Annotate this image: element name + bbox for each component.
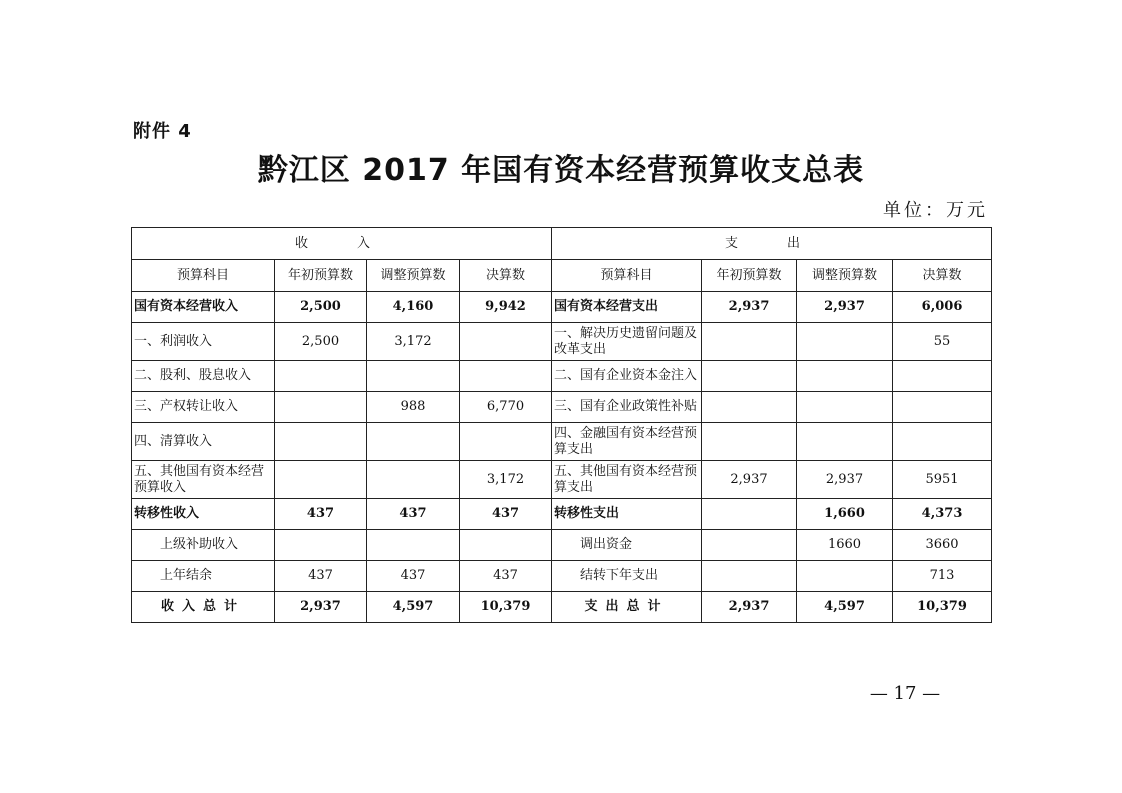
income-adjusted bbox=[367, 461, 460, 499]
income-item: 五、其他国有资本经营预算收入 bbox=[132, 461, 275, 499]
expense-final: 6,006 bbox=[893, 292, 992, 323]
income-initial: 2,937 bbox=[275, 592, 367, 623]
income-final bbox=[460, 361, 552, 392]
column-header: 调整预算数 bbox=[797, 260, 893, 292]
income-final: 3,172 bbox=[460, 461, 552, 499]
income-item: 上级补助收入 bbox=[132, 530, 275, 561]
expense-adjusted: 1660 bbox=[797, 530, 893, 561]
column-header: 决算数 bbox=[893, 260, 992, 292]
expense-final: 4,373 bbox=[893, 499, 992, 530]
income-final bbox=[460, 423, 552, 461]
income-item: 国有资本经营收入 bbox=[132, 292, 275, 323]
income-item: 一、利润收入 bbox=[132, 323, 275, 361]
expense-final: 713 bbox=[893, 561, 992, 592]
expense-final: 10,379 bbox=[893, 592, 992, 623]
income-adjusted bbox=[367, 361, 460, 392]
section-header-row bbox=[132, 228, 992, 260]
column-header: 年初预算数 bbox=[702, 260, 797, 292]
expense-adjusted bbox=[797, 423, 893, 461]
expense-initial bbox=[702, 323, 797, 361]
income-adjusted: 437 bbox=[367, 499, 460, 530]
income-initial bbox=[275, 423, 367, 461]
income-adjusted: 3,172 bbox=[367, 323, 460, 361]
income-final: 437 bbox=[460, 561, 552, 592]
expense-item: 国有资本经营支出 bbox=[552, 292, 702, 323]
column-header: 年初预算数 bbox=[275, 260, 367, 292]
income-initial bbox=[275, 530, 367, 561]
income-item: 转移性收入 bbox=[132, 499, 275, 530]
expense-initial bbox=[702, 499, 797, 530]
expense-final: 5951 bbox=[893, 461, 992, 499]
income-final bbox=[460, 530, 552, 561]
expense-final bbox=[893, 423, 992, 461]
expense-adjusted bbox=[797, 392, 893, 423]
table-row bbox=[132, 499, 992, 530]
expense-adjusted: 2,937 bbox=[797, 461, 893, 499]
total-row bbox=[132, 592, 992, 623]
expense-initial: 2,937 bbox=[702, 292, 797, 323]
expense-adjusted: 4,597 bbox=[797, 592, 893, 623]
expense-section-header: 支 出 bbox=[552, 228, 992, 260]
expense-item: 二、国有企业资本金注入 bbox=[552, 361, 702, 392]
table-row bbox=[132, 292, 992, 323]
income-initial: 2,500 bbox=[275, 323, 367, 361]
column-header: 预算科目 bbox=[552, 260, 702, 292]
table-row bbox=[132, 361, 992, 392]
expense-initial bbox=[702, 361, 797, 392]
attachment-label: 附件 4 bbox=[133, 121, 192, 142]
income-adjusted: 988 bbox=[367, 392, 460, 423]
income-item: 二、股利、股息收入 bbox=[132, 361, 275, 392]
expense-initial bbox=[702, 561, 797, 592]
column-header-row bbox=[132, 260, 992, 292]
expense-initial: 2,937 bbox=[702, 592, 797, 623]
income-adjusted: 4,160 bbox=[367, 292, 460, 323]
table-row bbox=[132, 323, 992, 361]
table-row bbox=[132, 530, 992, 561]
expense-item: 一、解决历史遗留问题及改革支出 bbox=[552, 323, 702, 361]
income-adjusted: 437 bbox=[367, 561, 460, 592]
income-initial bbox=[275, 461, 367, 499]
expense-item: 四、金融国有资本经营预算支出 bbox=[552, 423, 702, 461]
table-row bbox=[132, 423, 992, 461]
income-final: 9,942 bbox=[460, 292, 552, 323]
expense-final bbox=[893, 361, 992, 392]
income-initial: 2,500 bbox=[275, 292, 367, 323]
expense-final: 55 bbox=[893, 323, 992, 361]
expense-initial: 2,937 bbox=[702, 461, 797, 499]
expense-total-label: 支出总计 bbox=[552, 592, 702, 623]
income-initial bbox=[275, 392, 367, 423]
income-adjusted bbox=[367, 423, 460, 461]
expense-adjusted bbox=[797, 323, 893, 361]
column-header: 预算科目 bbox=[132, 260, 275, 292]
expense-initial bbox=[702, 423, 797, 461]
income-initial bbox=[275, 361, 367, 392]
income-item: 三、产权转让收入 bbox=[132, 392, 275, 423]
income-adjusted bbox=[367, 530, 460, 561]
income-final bbox=[460, 323, 552, 361]
budget-table bbox=[131, 227, 992, 623]
expense-adjusted bbox=[797, 561, 893, 592]
expense-final bbox=[893, 392, 992, 423]
table-row bbox=[132, 461, 992, 499]
table-row bbox=[132, 561, 992, 592]
expense-item: 结转下年支出 bbox=[552, 561, 702, 592]
document-title: 黔江区 2017 年国有资本经营预算收支总表 bbox=[257, 153, 865, 188]
expense-item: 三、国有企业政策性补贴 bbox=[552, 392, 702, 423]
column-header: 调整预算数 bbox=[367, 260, 460, 292]
expense-adjusted: 2,937 bbox=[797, 292, 893, 323]
income-final: 6,770 bbox=[460, 392, 552, 423]
expense-item: 转移性支出 bbox=[552, 499, 702, 530]
income-section-header: 收 入 bbox=[132, 228, 552, 260]
income-final: 10,379 bbox=[460, 592, 552, 623]
expense-item: 五、其他国有资本经营预算支出 bbox=[552, 461, 702, 499]
expense-adjusted bbox=[797, 361, 893, 392]
expense-final: 3660 bbox=[893, 530, 992, 561]
page-number: — 17 — bbox=[869, 683, 941, 704]
expense-initial bbox=[702, 530, 797, 561]
income-item: 四、清算收入 bbox=[132, 423, 275, 461]
unit-label: 单位：万元 bbox=[883, 200, 988, 221]
expense-initial bbox=[702, 392, 797, 423]
income-initial: 437 bbox=[275, 561, 367, 592]
income-initial: 437 bbox=[275, 499, 367, 530]
income-final: 437 bbox=[460, 499, 552, 530]
expense-adjusted: 1,660 bbox=[797, 499, 893, 530]
table-row bbox=[132, 392, 992, 423]
income-adjusted: 4,597 bbox=[367, 592, 460, 623]
expense-item: 调出资金 bbox=[552, 530, 702, 561]
column-header: 决算数 bbox=[460, 260, 552, 292]
income-total-label: 收入总计 bbox=[132, 592, 275, 623]
income-item: 上年结余 bbox=[132, 561, 275, 592]
